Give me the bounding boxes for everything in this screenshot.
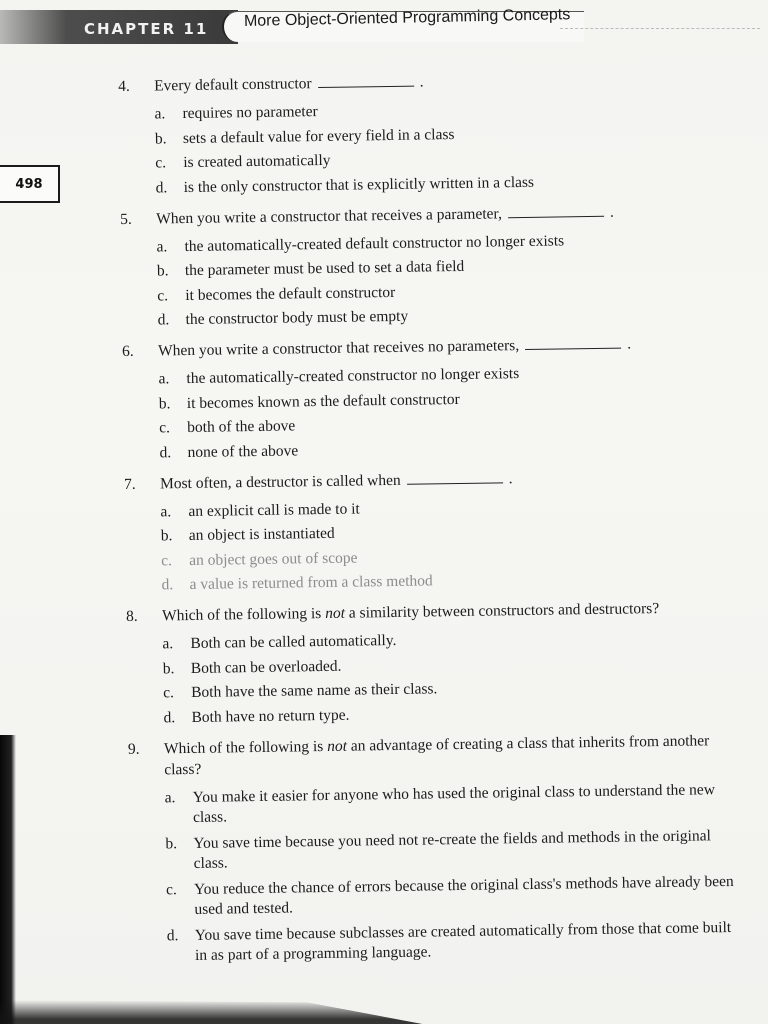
chapter-title: More Object-Oriented Programming Concepts	[243, 6, 571, 30]
answer-blank	[508, 202, 604, 217]
option-a: a. Both can be called automatically.	[162, 631, 397, 653]
option-list	[154, 96, 731, 198]
question-number: 8.	[125, 607, 138, 625]
question-number: 4.	[118, 77, 130, 95]
question-4	[118, 67, 732, 199]
option-b: b. Both can be overloaded.	[162, 657, 342, 677]
option-c: c. Both have the same name as their class.	[163, 680, 438, 702]
emphasis-not: not	[325, 604, 346, 622]
option-d: d. Both have no return type.	[163, 706, 350, 726]
page-number: 498	[15, 176, 43, 192]
question-list	[118, 67, 743, 976]
question-text: When you write a constructor that receives a parameter, .	[155, 203, 614, 227]
option-a: a. the automatically-created constructor no longer exists	[158, 365, 520, 388]
question-text: When you write a constructor that receives no parameters, .	[157, 335, 632, 360]
question-5	[120, 199, 734, 331]
answer-blank	[407, 469, 503, 484]
answer-blank	[525, 335, 621, 350]
option-a: a. the automatically-created default constructor no longer exists	[156, 231, 565, 255]
option-b: b. the parameter must be used to set a data field	[156, 257, 465, 280]
question-text: Which of the following is not an advantage of creating a class that inherits from another class?	[163, 731, 710, 778]
question-number: 7.	[123, 475, 136, 493]
option-c: c. it becomes the default constructor	[157, 283, 396, 304]
answer-blank	[318, 73, 414, 88]
question-text: Most often, a destructor is called when .	[159, 469, 513, 492]
option-b: b. You save time because you need not re-create the fields and methods in the original class.	[165, 826, 711, 872]
option-b: b. it becomes known as the default constructor	[158, 390, 460, 412]
question-text: Every default constructor .	[154, 73, 424, 95]
option-list	[158, 361, 735, 463]
question-number: 5.	[119, 210, 132, 228]
option-d: d. the constructor body must be empty	[157, 307, 409, 329]
question-6	[122, 332, 736, 464]
option-c: c. an object goes out of scope	[161, 549, 358, 569]
option-c: c. You reduce the chance of errors because the original class's methods have already been used and tested.	[165, 872, 734, 918]
option-b: b. sets a default value for every field in a class	[154, 125, 455, 147]
option-list	[162, 626, 739, 728]
page-number-box	[0, 165, 60, 203]
option-d: d. none of the above	[159, 441, 299, 461]
option-list	[160, 493, 737, 595]
option-list	[165, 779, 744, 966]
question-number: 9.	[127, 740, 140, 758]
question-number: 6.	[121, 342, 134, 360]
option-a: a. You make it easier for anyone who has used the original class to understand the new class.	[164, 780, 716, 826]
option-list	[156, 228, 733, 330]
header-rule	[560, 28, 760, 29]
bottom-shadow	[0, 1000, 768, 1024]
emphasis-not: not	[326, 737, 348, 755]
question-9	[128, 729, 743, 966]
binding-shadow	[0, 735, 16, 1024]
option-a: a. requires no parameter	[154, 103, 318, 123]
option-c: c. is created automatically	[155, 151, 331, 172]
question-8	[126, 597, 740, 729]
option-d: d. a value is returned from a class method	[161, 572, 433, 594]
option-b: b. an object is instantiated	[160, 524, 335, 545]
option-c: c. both of the above	[159, 417, 296, 437]
option-a: a. an explicit call is made to it	[160, 499, 360, 520]
question-text: Which of the following is not a similarity between constructors and destructors?	[161, 600, 660, 625]
option-d: d. is the only constructor that is explicitly written in a class	[155, 173, 535, 196]
question-7	[124, 464, 738, 596]
option-d: d. You save time because subclasses are created automatically from those that come built in as part of a programming language.	[166, 918, 732, 964]
chapter-label: CHAPTER 11	[84, 20, 209, 38]
